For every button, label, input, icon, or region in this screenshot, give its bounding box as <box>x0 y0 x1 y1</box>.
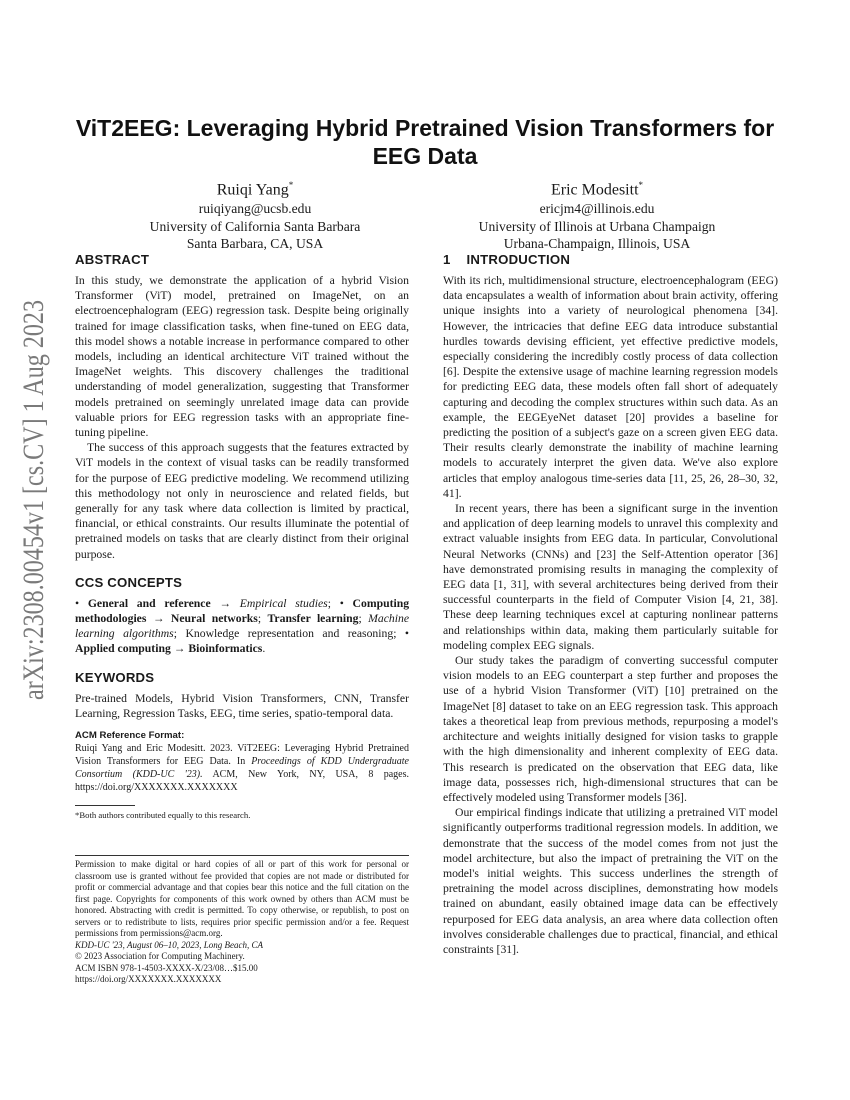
isbn-line: ACM ISBN 978-1-4503-XXXX-X/23/08…$15.00 <box>75 962 258 973</box>
ccs-arrow: → <box>219 596 232 610</box>
footnote-rule <box>75 805 135 806</box>
ccs-term: General and reference <box>87 596 211 610</box>
acm-reference <box>75 729 409 794</box>
ccs-term: Computing methodologies <box>75 596 410 626</box>
arxiv-stamp-svg <box>5 290 61 700</box>
intro-paragraph-2: In recent years, there has been a significant surge in the invention and application of deep learning models to unravel this complexity and extract valuable insights from EEG data. In particular, Convolutional Neural Networks (CNNs) and [23] the Self-Attention operator [36] have demonstrated promising results in managing the complexity of EEG data [1, 31], with several architectures being derived from their successful counterparts in the field of Computer Vision [4, 21, 38]. These deep learning techniques excel at capturing nonlinear patterns and relationships within data, making them particularly suitable for modeling complex EEG signals. <box>443 502 778 652</box>
right-column <box>443 252 778 957</box>
author-name-text: Ruiqi Yang <box>216 181 289 199</box>
section-number: 1 <box>443 252 451 267</box>
ccs-term: Bioinformatics <box>188 642 263 656</box>
author-block-2 <box>432 175 762 253</box>
keywords-heading: KEYWORDS <box>75 669 155 685</box>
arxiv-stamp-text: arXiv:2308.00454v1 [cs.CV] 1 Aug 2023 <box>17 290 50 700</box>
arxiv-identifier <box>5 290 61 700</box>
acm-reference-text: Ruiqi Yang and Eric Modesitt. 2023. ViT2EEG: Leveraging Hybrid Pretrained Vision Transformers for EEG Data. In Proceedings of KDD Undergraduate Consortium (KDD-UC '23). ACM, New York, NY, USA, 8 pages. https://doi.org/XXXXXXX.XXXXXXX <box>75 743 409 794</box>
section-title: INTRODUCTION <box>466 252 571 267</box>
author-email: ericjm4@illinois.edu <box>539 201 655 217</box>
intro-paragraph-4: Our empirical findings indicate that utilizing a pretrained ViT model significantly outperforms traditional regression models. In addition, we demonstrate that the success of the model comes from not just the model architecture, but also the impact of pretraining the ViT on the model's initial weights. This success underlines the strength of pretraining the model across disciplines, demonstrating how models trained on abundant, easily obtained image data can be effectively repurposed for EEG data analysis, an area where data collection often involves considerable challenges due to practical, financial, and ethical constraints [31]. <box>443 806 778 956</box>
ccs-term: Empirical studies <box>239 596 328 610</box>
ccs-arrow: → <box>173 642 186 656</box>
keywords-text: Pre-trained Models, Hybrid Vision Transformers, CNN, Transfer Learning, Regression Tasks, EEG, time series, spatio-temporal data. <box>75 691 409 720</box>
author-affiliation: University of California Santa Barbara <box>149 218 361 234</box>
intro-paragraph-1: With its rich, multidimensional structure, electroencephalogram (EEG) data encapsulates a wealth of information about brain activity, offering unique insights into a variety of neurological phenomena [34]. However, the intricacies that define EEG data introduce substantial hurdles towards devising efficient, yet effective predictive models, especially considering the incredibly costly process of data collection [6]. Despite the extensive usage of machine learning regression models for predicting EEG data, these models often fall short of adequately capturing and decoding the complex structures within such data. As an example, the EEGEyeNet dataset [20] provides a baseline for predicting the position of a subject's gaze on a screen given EEG data. Their results clearly demonstrate the inability of machine learning models to accurately interpret the given data. We've also explore articles that employ analogous time-series data [11, 25, 26, 28–30, 32, 41]. <box>443 274 778 500</box>
abstract-paragraph-1: In this study, we demonstrate the application of a hybrid Vision Transformer (ViT) model, pretrained on ImageNet, on an electroencephalogram (EEG) regression task. Despite being originally trained for image classification tasks, when fine-tuned on EEG data, this model shows a notable increase in performance compared to other models, including an identical architecture ViT trained without the ImageNet weights. This discovery challenges the traditional understanding of model generalization, suggesting that Transformer models pretrained on seemingly unrelated image data can provide valuable priors for EEG regression tasks with an appropriate fine-tuning pipeline. <box>75 274 409 440</box>
ccs-term: Applied computing <box>75 642 171 656</box>
permission-rule <box>75 855 409 856</box>
author-name <box>432 175 762 200</box>
author-name <box>90 175 420 200</box>
conference-line: KDD-UC '23, August 06–10, 2023, Long Beach, CA <box>75 939 264 950</box>
ccs-bullet: • <box>404 627 410 641</box>
ccs-bullet: • <box>75 596 80 610</box>
ccs-bullet: • <box>339 596 344 610</box>
author-mark: * <box>638 180 644 190</box>
left-column <box>75 252 409 821</box>
paper-title: ViT2EEG: Leveraging Hybrid Pretrained Vision Transformers for EEG Data <box>75 115 775 169</box>
author-location: Urbana-Champaign, Illinois, USA <box>503 236 691 252</box>
abstract-heading: ABSTRACT <box>75 252 150 267</box>
permission-block <box>75 855 409 986</box>
intro-heading <box>443 252 778 268</box>
copyright-line: © 2023 Association for Computing Machinery. <box>75 951 245 961</box>
permission-text: Permission to make digital or hard copies of all or part of this work for personal or classroom use is granted without fee provided that copies are not made or distributed for profit or commercial advantage and that copies bear this notice and the full citation on the first page. Copyrights for components of this work owned by others than ACM must be honored. Abstracting with credit is permitted. To copy otherwise, or republish, to post on servers or to redistribute to lists, requires prior specific permission and/or a fee. Request permissions from permissions@acm.org. <box>75 859 409 938</box>
abstract-paragraph-2: The success of this approach suggests that the features extracted by ViT models in the context of visual tasks can be readily transformed for the purpose of EEG predictive modeling. We recommend utilizing this methodology not only in neuroscience and related fields, but generally for any task where data collection is limited by practical, financial, or ethical constraints. Our results illuminate the potential of pretrained models on tasks that are clearly distinct from their original purpose. <box>75 441 409 561</box>
intro-paragraph-3: Our study takes the paradigm of converting successful computer vision models to an EEG counterpart a step further and proposes the use of a hybrid Vision Transformer (ViT) [10] pretrained on the ImageNet [8] dataset to take on an EEG regression task. This approach takes a theoretical leap from previous methods, repurposing a model's architecture and weights initially designed for vision tasks to grapple with the high dimensionality and inherent complexity of EEG data. This research is predicated on the observation that EEG data, like image data, possesses rich, high-dimensional structures that can be effectively modeled using Transformer models [36]. <box>443 654 778 804</box>
acm-reference-venue: Proceedings of KDD Undergraduate Consortium (KDD-UC '23). <box>75 756 409 781</box>
ccs-term: Knowledge representation and reasoning <box>185 627 394 641</box>
ccs-term: Neural networks <box>170 612 258 626</box>
author-location: Santa Barbara, CA, USA <box>186 236 324 252</box>
doi-line: https://doi.org/XXXXXXX.XXXXXXX <box>75 974 222 984</box>
author-name-text: Eric Modesitt <box>550 181 639 199</box>
author-affiliation: University of Illinois at Urbana Champaign <box>478 218 716 234</box>
author-block-1 <box>90 175 420 253</box>
author-footnote: *Both authors contributed equally to this research. <box>75 809 251 820</box>
acm-reference-heading: ACM Reference Format: <box>75 730 185 742</box>
author-email: ruiqiyang@ucsb.edu <box>198 201 312 217</box>
ccs-arrow: → <box>152 612 165 626</box>
ccs-concepts: • General and reference → Empirical studies; • Computing methodologies → Neural networks; Transfer learning; Machine learning algorithms; Knowledge representation and reasoning; • Applied computing → Bioinformatics. <box>75 596 410 656</box>
author-mark: * <box>288 180 294 190</box>
ccs-term: Machine learning algorithms <box>75 612 410 641</box>
ccs-heading: CCS CONCEPTS <box>75 574 183 590</box>
ccs-term: Transfer learning <box>267 612 359 626</box>
